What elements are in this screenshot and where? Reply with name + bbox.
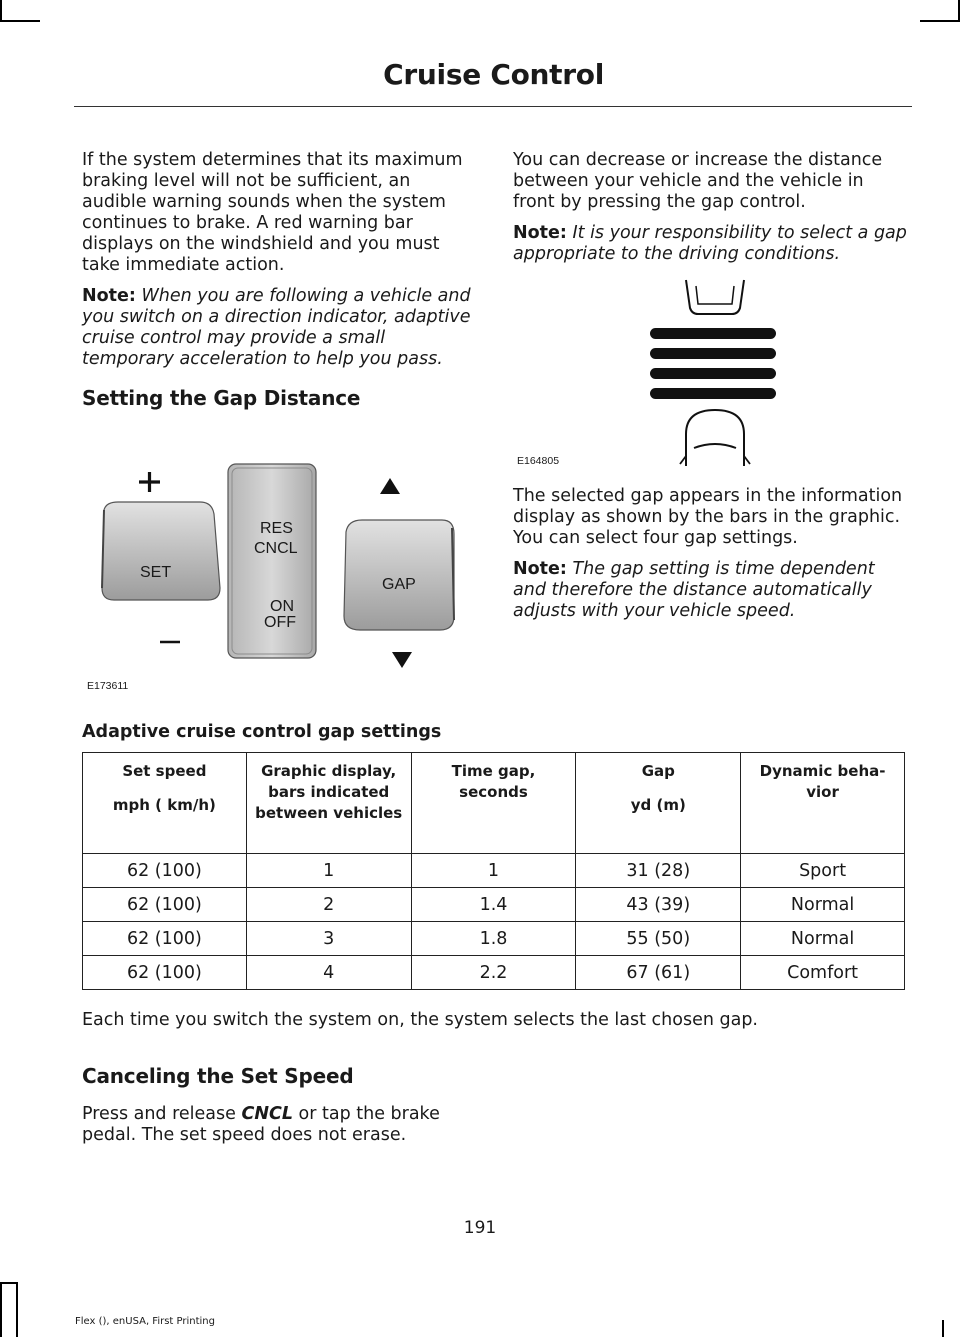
gap-settings-table: [82, 752, 905, 990]
gap-bar: [650, 348, 776, 359]
text: Press and release: [82, 1104, 242, 1124]
column-header: [83, 753, 247, 854]
cncl-button[interactable]: CNCL: [254, 540, 298, 557]
on-label: ON: [270, 598, 294, 615]
paragraph: The selected gap appears in the information display as shown by the bars in the graphic. You can select four gap settings.: [513, 486, 903, 548]
crop-mark: [0, 1282, 2, 1337]
note-label: Note:: [513, 223, 567, 243]
gap-bar: [650, 328, 776, 339]
table-cell: 2.2: [411, 956, 576, 990]
gap-display-figure: [640, 276, 790, 472]
table-cell: Comfort: [741, 956, 905, 990]
gap-bars-illustration: [640, 276, 790, 472]
table-cell: 4: [246, 956, 411, 990]
table-cell: 62 (100): [83, 888, 247, 922]
table-title: Adaptive cruise control gap settings: [82, 722, 442, 742]
res-label: RES: [260, 520, 293, 537]
note-text: It is your responsibility to select a gap appropriate to the driving conditions.: [513, 223, 907, 264]
column-header: [246, 753, 411, 854]
header-main: Graphic display, bars indicated between vehicles: [255, 762, 403, 822]
on-off-button[interactable]: OFF: [264, 614, 296, 631]
crop-mark: [0, 0, 2, 22]
table-cell: 62 (100): [83, 922, 247, 956]
table-row: [83, 854, 905, 888]
page-title: Cruise Control: [383, 58, 604, 91]
cancel-paragraph: [82, 1104, 477, 1146]
page-number: 191: [463, 1218, 497, 1238]
table-row: [83, 888, 905, 922]
note: [82, 286, 477, 370]
column-header: [411, 753, 576, 854]
table-cell: 3: [246, 922, 411, 956]
header-main: Gap: [641, 762, 675, 780]
note-label: Note:: [82, 286, 136, 306]
gap-button-shape: [344, 520, 454, 630]
footer-text: Flex (), enUSA, First Printing: [75, 1316, 215, 1327]
table-cell: Normal: [741, 888, 905, 922]
header-sub: mph ( km/h): [112, 796, 216, 814]
gap-button[interactable]: GAP: [382, 576, 416, 593]
table-cell: 1.4: [411, 888, 576, 922]
table-cell: 55 (50): [576, 922, 741, 956]
header-main: Time gap, seconds: [451, 762, 536, 801]
gap-bar: [650, 388, 776, 399]
note: [513, 223, 908, 265]
note-text: When you are following a vehicle and you switch on a direction indicator, adaptive cruise control may provide a small temporary acceleration to help you pass.: [82, 286, 471, 369]
right-column-bottom: [513, 486, 908, 632]
table-cell: 2: [246, 888, 411, 922]
table-cell: 1.8: [411, 922, 576, 956]
crop-mark: [920, 20, 960, 22]
table-cell: Sport: [741, 854, 905, 888]
note: [513, 559, 908, 622]
header-main: Dynamic beha- vior: [759, 762, 886, 801]
table-cell: 62 (100): [83, 956, 247, 990]
table-cell: 31 (28): [576, 854, 741, 888]
section-heading: Canceling the Set Speed: [82, 1064, 354, 1088]
crop-mark: [0, 20, 40, 22]
figure-id: E164805: [517, 455, 560, 467]
table-cell: 62 (100): [83, 854, 247, 888]
column-header: [741, 753, 905, 854]
paragraph: You can decrease or increase the distance between your vehicle and the vehicle in front by pressing the gap control.: [513, 150, 883, 212]
right-column-top: [513, 150, 908, 275]
cncl-keyword: CNCL: [241, 1104, 293, 1124]
header-sub: yd (m): [630, 796, 686, 814]
table-row: [83, 922, 905, 956]
section-heading: Setting the Gap Distance: [82, 386, 361, 410]
paragraph: Each time you switch the system on, the system selects the last chosen gap.: [82, 1010, 758, 1030]
note-text: The gap setting is time dependent and therefore the distance automatically adjusts with your vehicle speed.: [513, 559, 875, 621]
note-label: Note:: [513, 559, 567, 579]
paragraph: If the system determines that its maximum braking level will not be sufficient, an audible warning sounds when the system continues to brake. A red warning bar displays on the windshield and you must take immediate action.: [82, 150, 463, 275]
left-column: [82, 150, 477, 410]
table-cell: Normal: [741, 922, 905, 956]
table-cell: 43 (39): [576, 888, 741, 922]
set-button[interactable]: SET: [140, 564, 172, 581]
column-header: [576, 753, 741, 854]
header-divider: [74, 106, 912, 107]
table-cell: 1: [411, 854, 576, 888]
table-row: [83, 956, 905, 990]
gap-bar: [650, 368, 776, 379]
steering-controls-figure: [82, 448, 472, 698]
text: or tap the brake pedal. The set speed does not erase.: [82, 1104, 440, 1145]
crop-mark: [942, 1320, 944, 1337]
figure-id: E173611: [87, 680, 129, 692]
set-button-shape: [102, 502, 220, 600]
table-cell: 1: [246, 854, 411, 888]
table-cell: 67 (61): [576, 956, 741, 990]
table-header-row: [83, 753, 905, 854]
header-main: Set speed: [122, 762, 207, 780]
crop-mark: [16, 1282, 18, 1337]
